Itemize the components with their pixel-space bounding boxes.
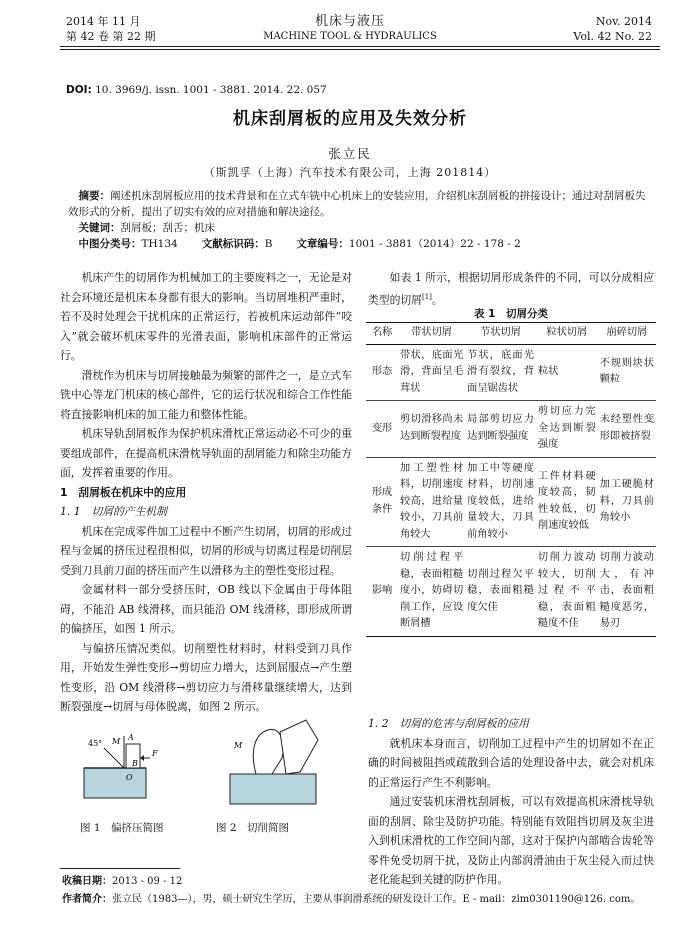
clc-label: 中图分类号： [78,238,142,250]
table-header: 粒状切屑 [536,323,598,345]
body-paragraph: 与偏挤压情况类似。切削塑性材料时，材料受到刀具作用，开始发生弹性变形→剪切应力增大，达到屈服点→产生塑性变形，沿 OM 线滑移→剪切应力与滑移量继续增大，达到断裂强度→切屑与母体脱离，如图 2 所示。 [60,641,352,713]
right-column-intro [368,268,654,310]
table-cell: 切削力波动较大，切削过程不平稳，表面粗糙度不佳 [536,547,598,637]
journal-name-en: MACHINE TOOL & HYDRAULICS [263,31,437,42]
body-paragraph: 金属材料一部分受挤压时，OB 线以下金属由于母体阻碍，不能沿 AB 线滑移，而只能沿 OM 线滑移，即形成所谓的偏挤压，如图 1 所示。 [60,583,352,635]
table-header: 崩碎切屑 [598,323,656,345]
right-column-body [368,714,654,890]
article-number-label: 文章编号： [296,238,349,250]
issue-date: 2014 年 11 月 [66,15,141,28]
author-bio [62,892,662,907]
body-paragraph: 机床在完成零件加工过程中不断产生切屑，切屑的形成过程与金属的挤压过程很相似，切屑的形成与切离过程是切削层受到刀具前刀面的挤压而产生以滑移为主的塑性变形过程。 [60,524,352,577]
keywords [68,220,654,236]
left-column [60,268,352,717]
doc-code-value: B [264,238,273,250]
figure-2-diagram [220,712,340,812]
table-row [366,457,656,547]
figure-1-diagram [74,730,194,810]
issue-date-en: Nov. 2014 [595,15,652,28]
received-date [62,874,182,889]
volume-number-en: Vol. 42 No. 22 [573,30,652,43]
table-cell: 切削过程欠平稳，表面粗糙度欠佳 [465,547,536,637]
body-paragraph: 机床产生的切屑作为机械加工的主要废料之一，无论是对社会环境还是机床本身都有很大的影响。当切屑堆积严重时，若不及时处理会干扰机床的正常运行，若被机床运动部件“咬入”就会破坏机床零件的光滑表面，影响机床部件的正常运行。 [60,271,352,362]
doi-value: 10. 3969/j. issn. 1001 - 3881. 2014. 22. 057 [95,84,327,96]
subsection-heading: 1. 2 切屑的危害与刮屑板的应用 [368,717,529,730]
bio-label: 作者简介： [62,894,112,905]
figure-1-label: O [126,773,133,782]
subsection-heading: 1. 1 切屑的产生机制 [60,505,167,518]
body-paragraph: 机床导轨刮屑板作为保护机床滑枕正常运动必不可少的重要组成部件，在提高机床滑枕导轨面的刮屑能力和除尘功能方面，发挥着重要的作用。 [60,427,352,479]
abstract-text: 阐述机床刮屑板应用的技术背景和在立式车铣中心机床上的安装应用，介绍机床刮屑板的拼接设计；通过对刮屑板失效形式的分析，提出了切实有效的应对措施和解决途径。 [68,190,646,218]
figure-1-label: A [128,733,134,742]
journal-name-cn: 机床与液压 [314,14,385,29]
table-cell: 形成条件 [366,457,398,547]
figure-1-angle: 45° [88,739,103,748]
doc-code-label: 文献标识码： [201,238,265,250]
received-label: 收稿日期： [62,876,112,887]
table-row [366,344,656,401]
section-heading: 1 刮屑板在机床中的应用 [60,485,187,499]
table-cell: 工件材料硬度较高，韧性较低，切削速度较低 [536,457,598,547]
body-paragraph: 就机床本身而言，切削加工过程中产生的切屑如不在正确的时间被阻挡或疏散到合适的处理设备中去，就会对机床的正常运行产生不利影响。 [368,736,654,789]
figure-1-label: B [132,759,138,768]
abstract-label: 摘要： [78,190,110,202]
table-header: 带状切屑 [398,323,465,345]
table-cell: 剪切滑移尚未达到断裂程度 [398,401,465,458]
table-header: 节状切屑 [465,323,536,345]
author-affiliation: （斯凯孚（上海）汽车技术有限公司，上海 201814） [203,166,497,179]
table-cell: 带状，底面光滑，背面呈毛茸状 [400,349,464,394]
table-cell: 切削力波动大，有冲击，表面粗糙度恶劣，易刃 [598,547,656,637]
figure-1-label: M [112,737,121,746]
table-cell: 影响 [366,547,398,637]
table-cell: 局部剪切应力达到断裂强度 [465,401,536,458]
header-rule-thin [60,49,660,50]
figure-2-label: M [234,741,243,750]
doi-line: DOI: 10. 3969/j. issn. 1001 - 3881. 2014. 22. 057 [66,84,327,96]
body-paragraph: 如表 1 所示，根据切屑形成条件的不同，可以分成相应类型的切屑[1]。 [368,271,654,307]
doi-label: DOI [66,84,88,96]
journal-date-volume-en [573,14,652,44]
table-header: 名称 [366,323,398,345]
figure-2-caption: 图 2 切削简图 [216,822,290,834]
chip-classification-table [366,322,656,637]
header-rule [60,46,660,47]
table-cell: 形态 [371,366,393,377]
table-row [366,547,656,637]
table-cell: 切削过程平稳，表面粗糙度小，妨碍切削工作，应设断屑槽 [398,547,465,637]
body-paragraph: 滑枕作为机床与切屑接触最为频繁的部件之一，是立式车铣中心等龙门机床的核心部件，它的运行状况和综合工作性能将直接影响机床的加工能力和整体性能。 [60,368,352,421]
citation-ref: [1] [421,292,432,301]
abstract [68,188,654,220]
volume-number: 第 42 卷 第 22 期 [66,30,156,43]
table-cell: 未经塑性变形即被挤裂 [598,401,656,458]
paper-title: 机床刮屑板的应用及失效分析 [233,109,467,129]
table-cell: 粒状 [537,366,559,377]
table-cell: 加工中等硬度材料，切削速度较低，进给量较大，刀具前角较小 [465,457,536,547]
footnote-rule [60,868,180,869]
table-cell: 节状，底面光滑有裂纹，背面呈锯齿状 [467,349,534,394]
table-row [366,401,656,458]
received-value: 2013 - 09 - 12 [112,876,183,887]
table-cell: 加工硬脆材料，刀具前角较小 [598,457,656,547]
body-paragraph: 通过安装机床滑枕刮屑板，可以有效提高机床滑枕导轨面的刮屑、除尘及防护功能。特别能有效阻挡切屑及灰尘进入到机床滑枕的工作空间内部，这对于保护内部啮合齿轮等零件免受切屑干扰，及防止内部润滑油由于灰尘侵入而过快老化能起到关键的防护作用。 [368,795,654,886]
abstract-block [68,188,654,252]
table-caption: 表 1 切屑分类 [474,308,548,320]
table-cell: 变形 [366,401,398,458]
table-cell: 不规则块状颗粒 [599,357,654,386]
classification-row [68,236,654,252]
keywords-text: 刮屑板；刮舌；机床 [120,222,215,234]
table-header-row [366,323,656,345]
table-cell: 剪切应力完全达到断裂强度 [536,401,598,458]
clc-value: TH134 [141,238,178,250]
table-cell: 加工塑性材料，切削速度较高，进给量较小，刀具前角较大 [398,457,465,547]
figure-1-label: F [152,749,158,758]
bio-text: 张立民（1983—），男，硕士研究生学历，主要从事润滑系统的研发设计工作。E - mail：zlm0301190@126. com。 [112,894,641,905]
article-number-value: 1001 - 3881（2014）22 - 178 - 2 [348,238,521,250]
author-name: 张立民 [328,146,372,161]
keywords-label: 关键词： [78,222,121,234]
figure-1-caption: 图 1 偏挤压简图 [80,822,164,834]
